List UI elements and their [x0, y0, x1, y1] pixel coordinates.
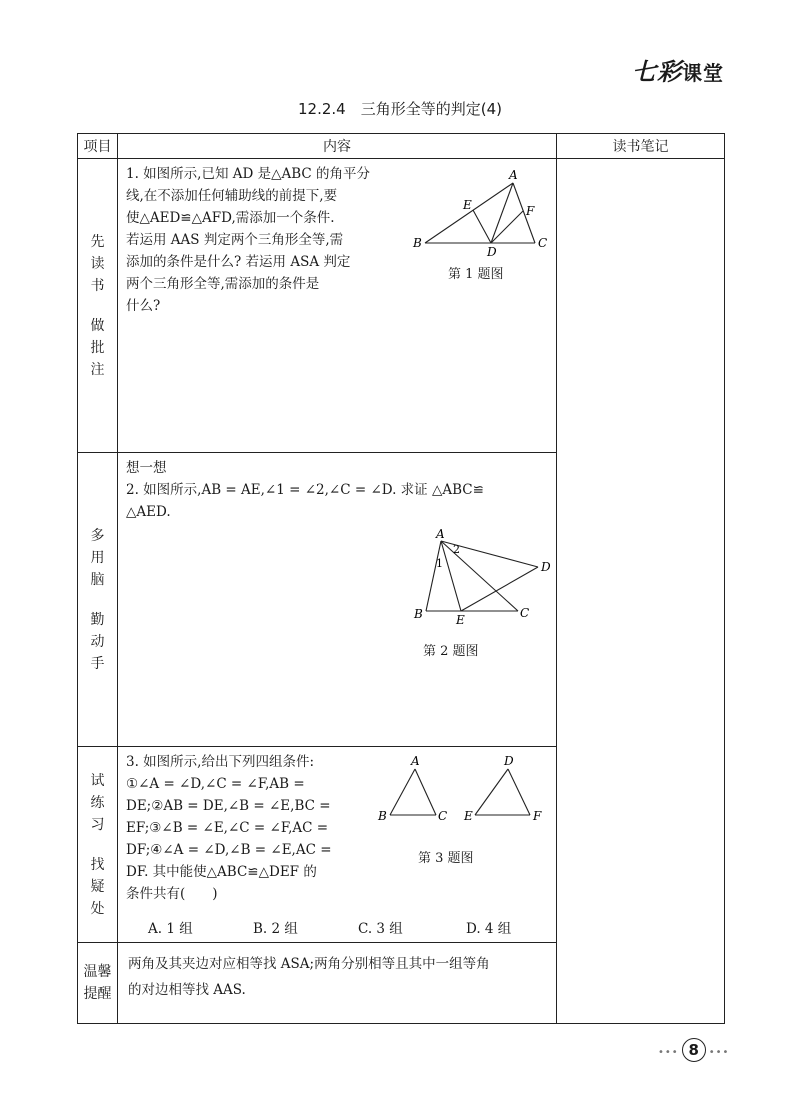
option-d: D. 4 组 — [466, 921, 512, 937]
question-1-cell — [118, 159, 557, 453]
fig1-point-E: E — [463, 198, 472, 212]
fig2-point-C: C — [520, 606, 530, 620]
fig2-point-A: A — [436, 527, 445, 541]
fig2-point-E: E — [456, 613, 465, 627]
header-notes: 读书笔记 — [557, 134, 725, 159]
figure-3 — [370, 755, 555, 825]
fig1-point-B: B — [413, 236, 422, 250]
page-title: 12.2.4 三角形全等的判定(4) — [298, 100, 502, 118]
fig3-point-E: E — [464, 809, 473, 823]
page-number: ••• 8 ••• — [658, 1038, 729, 1062]
fig3-point-F: F — [533, 809, 542, 823]
brand-logo: 七彩课堂 — [632, 58, 724, 86]
figure-1-caption: 第 1 题图 — [448, 267, 504, 282]
option-b: B. 2 组 — [253, 921, 298, 937]
worksheet-table — [77, 133, 725, 1024]
row-label-read: 先读书 做批注 — [78, 159, 118, 453]
figure-3-caption: 第 3 题图 — [418, 851, 474, 866]
tip-text: 两角及其夹边对应相等找 ASA;两角分别相等且其中一组等角 的对边相等找 AAS. — [128, 956, 490, 998]
fig1-point-D: D — [487, 245, 497, 259]
fig2-angle-1: 1 — [436, 557, 443, 570]
fig3-point-B: B — [378, 809, 387, 823]
think-label: 想一想 — [126, 460, 167, 476]
fig2-angle-2: 2 — [453, 543, 460, 556]
row-label-think: 多用脑 勤动手 — [78, 453, 118, 747]
notes-cell — [557, 159, 725, 1024]
fig3-point-C: C — [438, 809, 448, 823]
question-1-text: 1. 如图所示,已知 AD 是△ABC 的角平分 线,在不添加任何辅助线的前提下,要 使△AED≌△AFD,需添加一个条件. 若运用 AAS 判定两个三角形全等,需 添加的条件是什么? 若运用 ASA 判定 两个三角形全等,需添加的条件是 什么? — [126, 166, 371, 314]
fig3-point-A: A — [411, 754, 420, 768]
option-c: C. 3 组 — [358, 921, 403, 937]
tip-cell — [118, 943, 557, 1024]
figure-2-caption: 第 2 题图 — [423, 644, 479, 659]
row-label-practice: 试练习 找疑处 — [78, 747, 118, 943]
fig1-point-F: F — [526, 204, 535, 218]
row-label-tip: 温馨 提醒 — [78, 943, 118, 1024]
question-2-cell — [118, 453, 557, 747]
option-a: A. 1 组 — [148, 921, 193, 937]
fig1-point-C: C — [538, 236, 548, 250]
header-content: 内容 — [118, 134, 557, 159]
fig2-point-B: B — [414, 607, 423, 621]
fig3-point-D: D — [504, 754, 514, 768]
question-2-text: 想一想 2. 如图所示,AB = AE,∠1 = ∠2,∠C = ∠D. 求证 △ABC≌ △AED. — [126, 457, 551, 523]
question-3-text: 3. 如图所示,给出下列四组条件: ①∠A = ∠D,∠C = ∠F,AB = DE;②AB = DE,∠B = ∠E,BC = EF;③∠B = ∠E,∠C = ∠F,AC = DF;④∠A = ∠D,∠B = ∠E,AC = DF. 其中能使△ABC≌△DEF 的 条件共有( ) — [126, 754, 332, 902]
question-3-cell — [118, 747, 557, 943]
fig1-point-A: A — [509, 168, 518, 182]
figure-1 — [413, 165, 553, 260]
header-project: 项目 — [78, 134, 118, 159]
fig2-point-D: D — [541, 560, 551, 574]
figure-2 — [398, 525, 551, 627]
